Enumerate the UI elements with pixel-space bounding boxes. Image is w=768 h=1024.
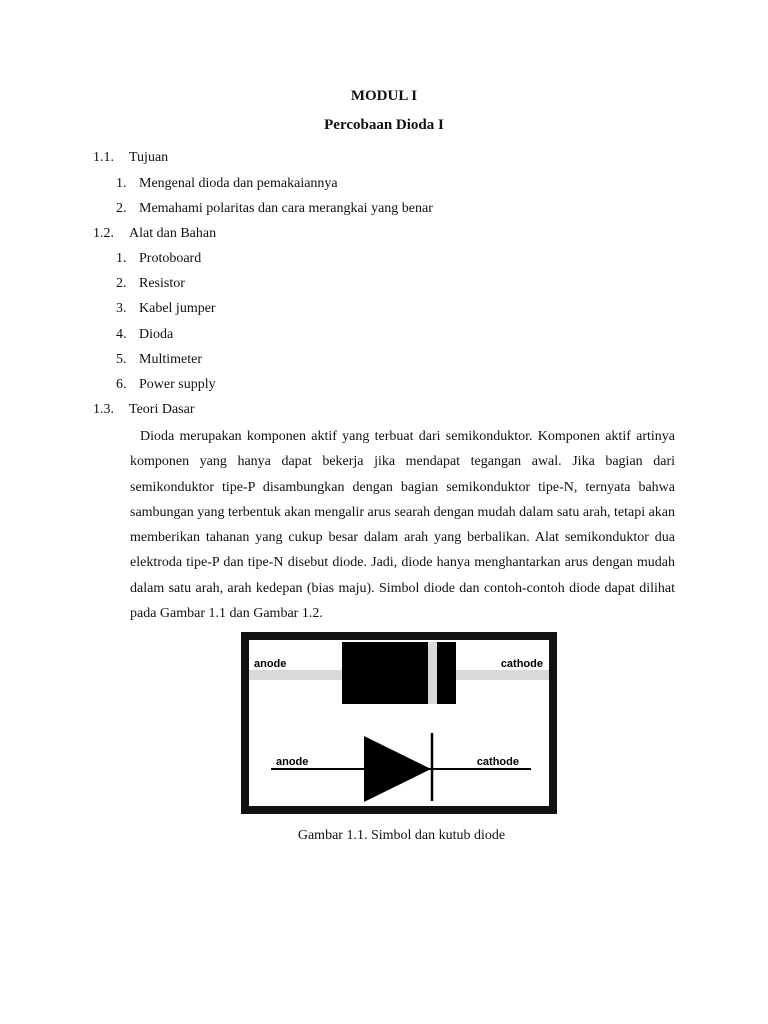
list-text: Memahami polaritas dan cara merangkai yang benar <box>139 201 433 216</box>
section-number: 1.3. <box>93 402 114 417</box>
list-text: Protoboard <box>139 251 202 266</box>
section-number: 1.1. <box>93 150 114 165</box>
diode-figure <box>241 632 557 814</box>
section-title: Alat dan Bahan <box>129 226 217 241</box>
list-text: Mengenal dioda dan pemakaiannya <box>139 176 338 191</box>
list-number: 3. <box>116 301 127 316</box>
list-text: Dioda <box>139 327 174 342</box>
section-number: 1.2. <box>93 226 114 241</box>
experiment-title: Percobaan Dioda I <box>324 117 444 133</box>
list-text: Multimeter <box>139 352 202 367</box>
cathode-band <box>428 642 437 704</box>
list-text: Kabel jumper <box>139 301 216 316</box>
list-number: 5. <box>116 352 127 367</box>
list-number: 4. <box>116 327 127 342</box>
list-number: 1. <box>116 176 127 191</box>
list-text: Resistor <box>139 276 185 291</box>
theory-paragraph: Dioda merupakan komponen aktif yang terbuat dari semikonduktor. Komponen aktif artinya komponen yang hanya dapat bekerja jika mendapat tegangan awal. Jika bagian dari semikonduktor tipe-P disambungkan dengan bagian semikonduktor tipe-N, ternyata bahwa sambungan yang terbentuk akan mengalir arus searah dengan mudah dalam satu arah, tetapi akan memberikan tahanan yang cukup besar dalam arah yang berbalikan. Alat semikonduktor dua elektroda tipe-P dan tipe-N disebut diode. Jadi, diode hanya menghantarkan arus dengan mudah dalam satu arah, arah kedepan (bias maju). Simbol diode dan contoh-contoh diode dapat dilihat pada Gambar 1.1 dan Gambar 1.2. <box>130 429 676 622</box>
module-title: MODUL I <box>350 88 418 104</box>
diode-body <box>342 642 456 704</box>
list-number: 1. <box>116 251 127 266</box>
figure-caption: Gambar 1.1. Simbol dan kutub diode <box>297 828 506 843</box>
anode-label-bottom: anode <box>276 756 309 768</box>
list-text: Power supply <box>139 377 216 392</box>
section-title: Tujuan <box>129 150 169 165</box>
cathode-label-top: cathode <box>500 658 543 670</box>
list-number: 2. <box>116 201 127 216</box>
section-title: Teori Dasar <box>129 402 195 417</box>
cathode-label-bottom: cathode <box>476 756 519 768</box>
list-number: 2. <box>116 276 127 291</box>
anode-label-top: anode <box>254 658 287 670</box>
list-number: 6. <box>116 377 127 392</box>
diode-diagram <box>241 632 557 814</box>
